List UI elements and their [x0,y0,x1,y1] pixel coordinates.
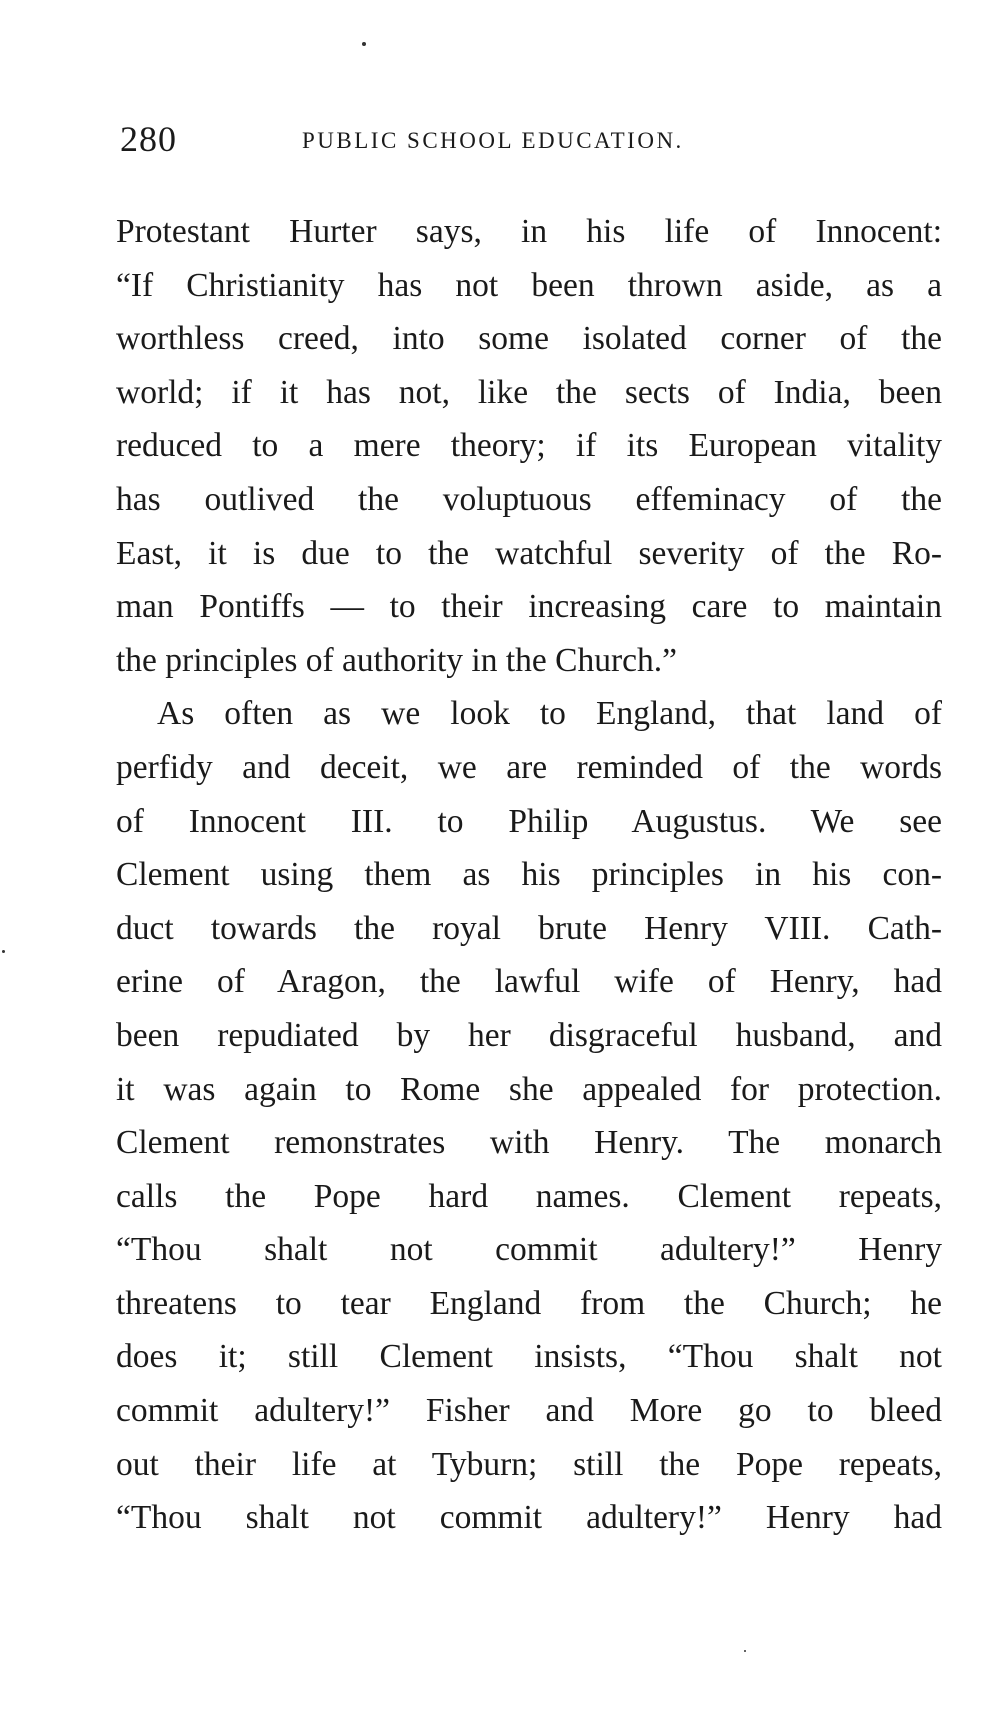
text-line: erine of Aragon, the lawful wife of Henry, had [116,963,942,1001]
text-line: does it; still Clement insists, “Thou shalt not [116,1338,942,1376]
text-line: worthless creed, into some isolated corner of the [116,320,942,358]
text-line: perfidy and deceit, we are reminded of the words [116,748,942,786]
page-header [120,118,940,158]
text-line: has outlived the voluptuous effeminacy of the [116,480,942,518]
text-line: Protestant Hurter says, in his life of Innocent: [116,213,942,250]
text-line: world; if it has not, like the sects of India, been [116,373,942,411]
text-line: threatens to tear England from the Church; he [116,1284,942,1322]
print-speck [362,42,366,46]
text-line: commit adultery!” Fisher and More go to bleed [116,1392,942,1430]
paragraph [116,205,942,687]
text-line: duct towards the royal brute Henry VIII. Cath- [116,909,942,947]
text-line: As often as we look to England, that land of [157,695,942,733]
text-line: calls the Pope hard names. Clement repeats, [116,1177,942,1215]
print-speck [744,1650,746,1652]
text-line: it was again to Rome she appealed for protection. [116,1070,942,1108]
text-line: reduced to a mere theory; if its European vitality [116,427,942,465]
text-line: of Innocent III. to Philip Augustus. We see [116,802,942,840]
text-line: East, it is due to the watchful severity of the Ro- [116,534,942,572]
text-line: man Pontiffs — to their increasing care to maintain [116,588,942,626]
text-line: been repudiated by her disgraceful husband, and [116,1016,942,1054]
print-speck [2,950,5,953]
text-line: “Thou shalt not commit adultery!” Henry [116,1231,942,1269]
text-line: “Thou shalt not commit adultery!” Henry had [116,1499,942,1537]
text-line: Clement remonstrates with Henry. The monarch [116,1124,942,1162]
page-number: 280 [120,119,177,159]
paragraph [116,687,942,1545]
text-line: Clement using them as his principles in his con- [116,856,942,894]
text-line: out their life at Tyburn; still the Pope repeats, [116,1445,942,1483]
running-head: PUBLIC SCHOOL EDUCATION. [302,128,684,153]
text-line: the principles of authority in the Church.” [116,641,677,679]
text-line: “If Christianity has not been thrown aside, as a [116,266,942,304]
body-text [116,205,942,1545]
